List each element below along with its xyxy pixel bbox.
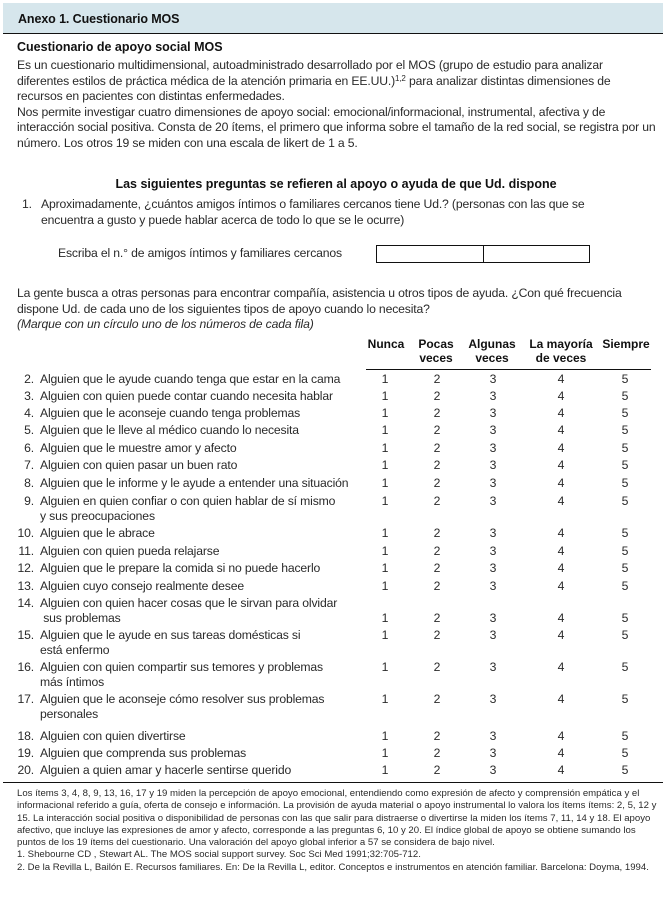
option-4[interactable]: 4 [557,372,565,386]
item-text [40,763,360,778]
option-2[interactable]: 2 [433,423,441,437]
option-3[interactable]: 3 [489,441,497,455]
option-2[interactable]: 2 [433,763,441,777]
option-4[interactable]: 4 [557,544,565,558]
option-2[interactable]: 2 [433,389,441,403]
option-1[interactable]: 1 [381,561,389,575]
option-5[interactable]: 5 [621,611,629,625]
option-5[interactable]: 5 [621,494,629,508]
column-header-line1: Algunas [468,337,516,351]
option-5[interactable]: 5 [621,476,629,490]
option-3[interactable]: 3 [489,729,497,743]
option-1[interactable]: 1 [381,611,389,625]
option-1[interactable]: 1 [381,441,389,455]
item-text [40,579,360,594]
option-2[interactable]: 2 [433,494,441,508]
option-1[interactable]: 1 [381,628,389,642]
option-3[interactable]: 3 [489,660,497,674]
column-header-siempre [600,337,652,351]
option-1[interactable]: 1 [381,423,389,437]
item-text [40,476,360,491]
item-text-line1: Alguien que le ayude cuando tenga que estar en la cama [40,372,341,386]
option-4[interactable]: 4 [557,526,565,540]
item-text-line1: Alguien con quien hacer cosas que le sirvan para olvidar [40,596,338,610]
item-number: 15. [17,628,34,642]
item-text-line1: Alguien que comprenda sus problemas [40,746,247,760]
item-number: 6. [24,441,34,455]
column-header-algunas-veces [466,337,518,365]
item-text-line1: Alguien a quien amar y hacerle sentirse querido [40,763,292,777]
item-number: 18. [17,729,34,743]
option-4[interactable]: 4 [557,611,565,625]
option-5[interactable]: 5 [621,372,629,386]
column-header-line1: Siempre [602,337,650,351]
option-4[interactable]: 4 [557,763,565,777]
option-2[interactable]: 2 [433,692,441,706]
option-2[interactable]: 2 [433,611,441,625]
option-4[interactable]: 4 [557,628,565,642]
item-text-line1: Alguien con quien compartir sus temores y problemas [40,660,323,674]
option-3[interactable]: 3 [489,372,497,386]
option-3[interactable]: 3 [489,406,497,420]
option-2[interactable]: 2 [433,406,441,420]
item-text [40,423,360,438]
item-number: 3. [24,389,34,403]
option-5[interactable]: 5 [621,441,629,455]
item-number: 2. [24,372,34,386]
item-text-line1: Alguien en quien confiar o con quien hablar de sí mismo [40,494,336,508]
column-header-line1: Nunca [367,337,405,351]
table-bottom-rule [3,782,663,783]
option-4[interactable]: 4 [557,389,565,403]
option-4[interactable]: 4 [557,561,565,575]
item-text-line1: Alguien con quien divertirse [40,729,186,743]
option-4[interactable]: 4 [557,423,565,437]
option-3[interactable]: 3 [489,423,497,437]
column-header-line2: veces [475,351,509,365]
option-3[interactable]: 3 [489,476,497,490]
scale-intro-text: La gente busca a otras personas para encontrar compañía, asistencia u otros tipos de ayuda. ¿Con qué frecuencia dispone Ud. de cada uno de los siguientes tipos de apoyo cuando lo necesita? [17,286,622,316]
option-5[interactable]: 5 [621,389,629,403]
option-4[interactable]: 4 [557,729,565,743]
item-text [40,544,360,559]
item-text [40,389,360,404]
question-1 [22,197,622,228]
option-5[interactable]: 5 [621,579,629,593]
item-number: 5. [24,423,34,437]
option-4[interactable]: 4 [557,692,565,706]
option-4[interactable]: 4 [557,441,565,455]
scale-intro [17,286,662,333]
item-text [40,526,360,541]
option-5[interactable]: 5 [621,458,629,472]
item-number: 9. [24,494,34,508]
item-text-line1: Alguien que le lleve al médico cuando lo necesita [40,423,299,437]
option-2[interactable]: 2 [433,476,441,490]
item-text [40,729,360,744]
option-1[interactable]: 1 [381,660,389,674]
option-4[interactable]: 4 [557,660,565,674]
reference-2: 2. De la Revilla L, Bailón E. Recursos familiares. En: De la Revilla L, editor. Conceptos e instrumentos en atención familiar. Barcelona: Doyma, 1994. [17,861,649,873]
friends-count-digit-1[interactable] [377,246,483,262]
option-1[interactable]: 1 [381,763,389,777]
option-1[interactable]: 1 [381,692,389,706]
item-number: 4. [24,406,34,420]
reference-superscript: 1,2 [395,73,406,83]
item-number: 20. [17,763,34,777]
item-text-line1: Alguien que le aconseje cuando tenga problemas [40,406,301,420]
item-text-line1: Alguien que le muestre amor y afecto [40,441,237,455]
option-1[interactable]: 1 [381,494,389,508]
intro-paragraph-1 [17,58,657,105]
item-number: 16. [17,660,34,674]
option-4[interactable]: 4 [557,579,565,593]
option-5[interactable]: 5 [621,561,629,575]
item-text-line1: Alguien con quien puede contar cuando necesita hablar [40,389,333,403]
option-1[interactable]: 1 [381,389,389,403]
option-5[interactable]: 5 [621,746,629,760]
option-2[interactable]: 2 [433,579,441,593]
item-text [40,561,360,576]
item-text-line1: Alguien que le prepare la comida si no puede hacerlo [40,561,321,575]
option-3[interactable]: 3 [489,692,497,706]
item-text-line1: Alguien con quien pasar un buen rato [40,458,238,472]
item-text-line2: está enfermo [40,643,110,657]
option-5[interactable]: 5 [621,544,629,558]
item-number: 12. [17,561,34,575]
column-header-line1: Pocas [418,337,454,351]
item-text-line1: Alguien cuyo consejo realmente desee [40,579,244,593]
option-3[interactable]: 3 [489,579,497,593]
intro-p1-continuation: para analizar distintas dimensiones de recursos en pacientes con distintas enfermedades. [17,73,611,103]
questions-heading: Las siguientes preguntas se refieren al apoyo o ayuda de que Ud. dispone [115,177,557,191]
column-header-line2: veces [419,351,453,365]
item-number: 7. [24,458,34,472]
option-3[interactable]: 3 [489,628,497,642]
item-number: 8. [24,476,34,490]
annex-header-bar [3,3,663,34]
option-2[interactable]: 2 [433,544,441,558]
annex-title: Anexo 1. Cuestionario MOS [18,12,180,26]
item-text-line2: sus problemas [40,611,121,625]
item-text [40,458,360,473]
item-text [40,746,360,761]
friends-count-input[interactable] [376,245,590,263]
column-header-pocas-veces [416,337,456,365]
item-text-line1: Alguien con quien pueda relajarse [40,544,220,558]
item-text [40,596,360,626]
option-1[interactable]: 1 [381,458,389,472]
option-4[interactable]: 4 [557,406,565,420]
option-5[interactable]: 5 [621,763,629,777]
option-2[interactable]: 2 [433,729,441,743]
option-1[interactable]: 1 [381,729,389,743]
scale-instruction: (Marque con un círculo uno de los números de cada fila) [17,317,314,331]
option-3[interactable]: 3 [489,389,497,403]
item-text [40,494,360,524]
option-3[interactable]: 3 [489,494,497,508]
option-1[interactable]: 1 [381,526,389,540]
option-5[interactable]: 5 [621,692,629,706]
item-text [40,692,360,722]
question-text: Aproximadamente, ¿cuántos amigos íntimos o familiares cercanos tiene Ud.? (personas con las que se encuentra a gusto y puede hablar acerca de todo lo que se le ocurre) [41,197,585,227]
question-number: 1. [22,197,32,211]
option-1[interactable]: 1 [381,544,389,558]
option-2[interactable]: 2 [433,526,441,540]
item-text [40,372,360,387]
reference-1: 1. Shebourne CD , Stewart AL. The MOS social support survey. Soc Sci Med 1991;32:705-712. [17,849,421,861]
option-3[interactable]: 3 [489,458,497,472]
table-header-rule [366,369,651,370]
option-1[interactable]: 1 [381,579,389,593]
item-text [40,406,360,421]
option-1[interactable]: 1 [381,746,389,760]
option-3[interactable]: 3 [489,561,497,575]
column-header-nunca [366,337,406,351]
option-1[interactable]: 1 [381,406,389,420]
friends-count-digit-2[interactable] [483,246,590,262]
option-4[interactable]: 4 [557,476,565,490]
option-2[interactable]: 2 [433,628,441,642]
option-2[interactable]: 2 [433,458,441,472]
item-text-line2: y sus preocupaciones [40,509,155,523]
option-1[interactable]: 1 [381,476,389,490]
item-number: 14. [17,596,34,610]
option-5[interactable]: 5 [621,423,629,437]
option-5[interactable]: 5 [621,729,629,743]
item-text-line1: Alguien que le aconseje cómo resolver sus problemas [40,692,325,706]
intro-paragraph-2: Nos permite investigar cuatro dimensiones de apoyo social: emocional/informacional, instrumental, afectiva y de interacción social positiva. Consta de 20 ítems, el primero que informa sobre el tamaño de la red social, se registra por un número. Los otros 19 se miden con una escala de likert de 1 a 5. [17,104,656,150]
item-text [40,441,360,456]
column-header-line2: de veces [535,351,587,365]
item-text-line1: Alguien que le informe y le ayude a entender una situación [40,476,349,490]
option-5[interactable]: 5 [621,628,629,642]
intro-p1-text: Es un cuestionario multidimensional, autoadministrado desarrollado por el MOS (grupo de estudio para analizar diferentes estilos de práctica médica de la atención primaria en EE.UU.) [17,58,603,88]
option-5[interactable]: 5 [621,526,629,540]
option-4[interactable]: 4 [557,746,565,760]
option-5[interactable]: 5 [621,406,629,420]
option-5[interactable]: 5 [621,660,629,674]
item-text-line1: Alguien que le abrace [40,526,155,540]
option-2[interactable]: 2 [433,372,441,386]
item-text-line2: más íntimos [40,675,105,689]
friends-count-label: Escriba el n.° de amigos íntimos y familiares cercanos [58,246,342,260]
option-3[interactable]: 3 [489,611,497,625]
scoring-note: Los ítems 3, 4, 8, 9, 13, 16, 17 y 19 miden la percepción de apoyo emocional, entendiendo como expresión de afecto y comprensión empática y el informacional referido a guía, oferta de consejo e información. La provisión de ayuda material o apoyo instrumental lo valora los ítems ítems: 2, 5, 12 y 15. La interacción social positiva o disponibilidad de personas con las que salir para distraerse o divertirse la miden los ítems 7, 11, 14 y 18. El apoyo afectivo, que incluye las expresiones de amor y afecto, corresponde a las preguntas 6, 10 y 20. El índice global de apoyo se obtiene sumando los puntos de los 19 ítems del cuestionario. Una valoración del apoyo global inferior a 57 se considera de bajo nivel. [17,788,657,849]
item-number: 17. [17,692,34,706]
option-3[interactable]: 3 [489,746,497,760]
intro-text [17,58,657,151]
option-1[interactable]: 1 [381,372,389,386]
footnotes [17,788,667,874]
option-2[interactable]: 2 [433,660,441,674]
item-number: 19. [17,746,34,760]
item-number: 10. [17,526,34,540]
section-title: Cuestionario de apoyo social MOS [17,40,223,54]
option-3[interactable]: 3 [489,526,497,540]
item-text-line1: Alguien que le ayude en sus tareas domésticas si [40,628,301,642]
item-text-line2: personales [40,707,99,721]
column-header-line1: La mayoría [529,337,593,351]
column-header-la-mayoria-de-veces [526,337,596,365]
option-2[interactable]: 2 [433,561,441,575]
option-2[interactable]: 2 [433,746,441,760]
option-3[interactable]: 3 [489,544,497,558]
option-4[interactable]: 4 [557,494,565,508]
item-number: 13. [17,579,34,593]
item-number: 11. [18,544,34,558]
option-2[interactable]: 2 [433,441,441,455]
option-3[interactable]: 3 [489,763,497,777]
item-text [40,628,360,658]
option-4[interactable]: 4 [557,458,565,472]
item-text [40,660,360,690]
